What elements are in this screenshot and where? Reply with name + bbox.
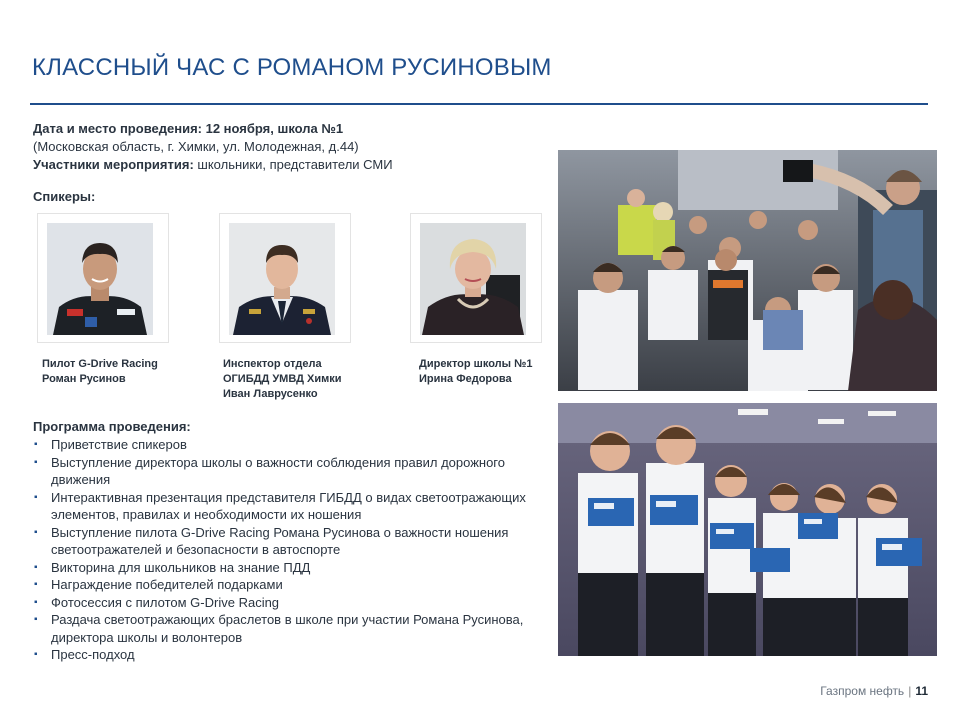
- participants-value: школьники, представители СМИ: [193, 157, 393, 172]
- bullet-icon: ▪: [34, 526, 38, 538]
- bullet-icon: ▪: [34, 649, 38, 660]
- list-item: ▪ Викторина для школьников на знание ПДД: [34, 559, 311, 575]
- list-item: ▪ Пресс-подход: [34, 647, 135, 662]
- participants-label: Участники мероприятия:: [33, 157, 194, 172]
- bullet-icon: ▪: [34, 491, 38, 503]
- list-item: ▪ Фотосессия с пилотом G-Drive Racing: [34, 594, 280, 610]
- speaker-card-rusinov: [37, 213, 169, 343]
- address-line: (Московская область, г. Химки, ул. Молодежная, д.44): [33, 139, 359, 154]
- bullet-icon: ▪: [34, 561, 38, 573]
- page-number: 11: [915, 684, 928, 698]
- list-item: ▪ Выступление пилота G-Drive Racing Романа Русинова о важности ношения светоотражателей и безопасности в автоспорте: [34, 524, 509, 557]
- company-name: Газпром нефть: [820, 684, 905, 698]
- page-title: КЛАССНЫЙ ЧАС С РОМАНОМ РУСИНОВЫМ: [32, 54, 552, 81]
- event-photo-group: [558, 403, 937, 656]
- speaker-photo-lavrusenko: [229, 223, 335, 335]
- speaker-caption-fedorova: Директор школы №1 Ирина Федорова: [419, 358, 533, 385]
- program-title: Программа проведения:: [33, 419, 191, 434]
- title-divider: [30, 103, 928, 105]
- speaker-photo-fedorova: [420, 223, 526, 335]
- speaker-caption-rusinov: Пилот G-Drive Racing Роман Русинов: [42, 358, 158, 385]
- list-item: ▪ Раздача светоотражающих браслетов в школе при участии Романа Русинова, директора школы и волонтеров: [34, 612, 524, 645]
- list-item: ▪ Награждение победителей подарками: [34, 577, 283, 592]
- participants-line: [33, 156, 393, 174]
- date-line: [33, 120, 393, 138]
- speaker-caption-lavrusenko: Инспектор отдела ОГИБДД УМВД Химки Иван Лаврусенко: [223, 358, 342, 400]
- speakers-label: Спикеры:: [33, 189, 96, 204]
- bullet-icon: ▪: [34, 456, 38, 468]
- date-value: 12 ноября, школа №1: [201, 121, 344, 136]
- speaker-photo-rusinov: [47, 223, 153, 335]
- bullet-icon: ▪: [34, 596, 38, 608]
- footer: [820, 684, 928, 698]
- bullet-icon: ▪: [34, 614, 38, 625]
- bullet-icon: ▪: [34, 439, 38, 450]
- program-list: [33, 436, 543, 664]
- bullet-icon: ▪: [34, 579, 38, 590]
- event-info: [33, 120, 393, 174]
- event-photo-classroom: [558, 150, 937, 391]
- footer-separator: |: [908, 684, 912, 698]
- list-item: ▪ Интерактивная презентация представителя ГИБДД о видах светоотражающих элементов, правилах и необходимости их ношения: [34, 489, 526, 522]
- list-item: ▪ Выступление директора школы о важности соблюдения правил дорожного движения: [34, 454, 505, 487]
- list-item: ▪ Приветствие спикеров: [34, 437, 187, 452]
- speaker-card-fedorova: [410, 213, 542, 343]
- date-label: Дата и место проведения:: [33, 121, 202, 136]
- speaker-card-lavrusenko: [219, 213, 351, 343]
